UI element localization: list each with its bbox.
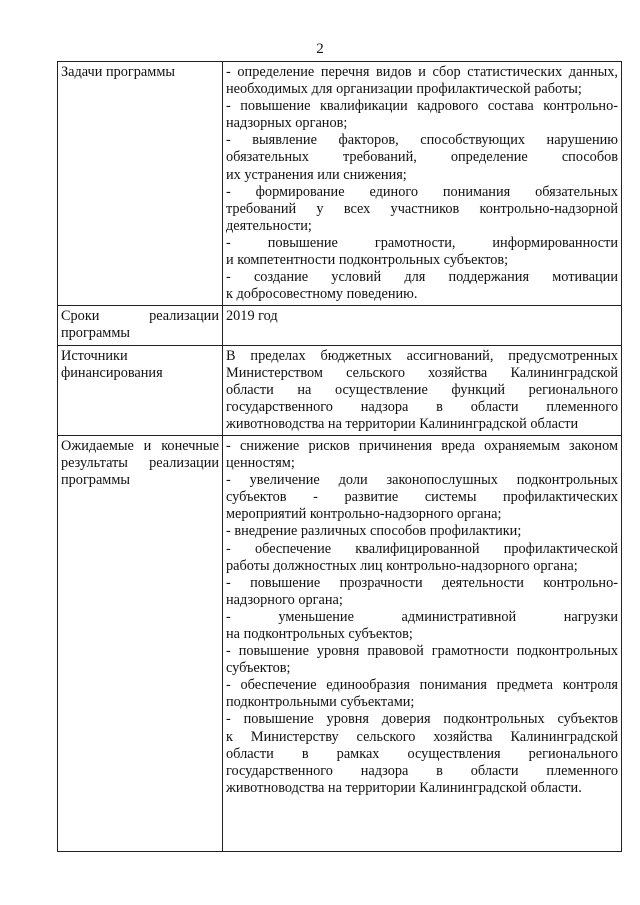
row-expected-results: [58, 435, 622, 851]
content-line: - повышение уровня правовой грамотности подконтрольных: [226, 643, 618, 660]
content-paragraph: [226, 438, 618, 472]
content-line: субъектов;: [226, 660, 291, 677]
content-paragraph: [226, 64, 618, 98]
table-body: [58, 62, 622, 852]
content-line: их устранения или снижения;: [226, 166, 407, 183]
content-line: Министерством сельского хозяйства Калининградской: [226, 364, 618, 381]
content-line: - выявление факторов, способствующих нарушению: [226, 132, 618, 149]
content-paragraph: [226, 523, 618, 540]
cell-spacer: [226, 797, 618, 849]
label-cell: [58, 345, 223, 435]
content-line: В пределах бюджетных ассигнований, предусмотренных: [226, 347, 618, 364]
content-line: - повышение грамотности, информированности: [226, 234, 618, 251]
content-paragraph: [226, 609, 618, 643]
content-line: и компетентности подконтрольных субъектов;: [226, 252, 509, 269]
label-line: Сроки реализации: [61, 308, 219, 325]
content-line: надзорных органов;: [226, 115, 348, 132]
content-line: - повышение уровня доверия подконтрольных субъектов: [226, 711, 618, 728]
label-cell: [58, 62, 223, 306]
content-cell: [223, 306, 622, 345]
page-number: 2: [316, 41, 324, 57]
content-line: - повышение квалификации кадрового состава контрольно-: [226, 98, 618, 115]
label-line: финансирования: [61, 364, 163, 381]
content-cell: [223, 62, 622, 306]
content-cell: [223, 345, 622, 435]
label-line: Задачи программы: [61, 64, 175, 80]
label-line: программы: [61, 325, 131, 342]
content-cell: [223, 435, 622, 851]
content-paragraph: [226, 711, 618, 796]
content-line: - внедрение различных способов профилактики;: [226, 523, 522, 540]
content-line: деятельности;: [226, 217, 312, 234]
row-implementation-period: [58, 306, 622, 345]
content-line: животноводства на территории Калининградской области.: [226, 779, 582, 796]
content-line: - обеспечение единообразия понимания предмета контроля: [226, 677, 618, 694]
content-line: - снижение рисков причинения вреда охраняемым законом: [226, 437, 618, 454]
content-line: животноводства на территории Калининградской области: [226, 415, 579, 432]
content-paragraph: [226, 184, 618, 235]
label-line: Ожидаемые и конечные: [61, 437, 219, 454]
content-line: мероприятий контрольно-надзорного органа;: [226, 506, 502, 523]
row-program-tasks: [58, 62, 622, 306]
program-passport-table: [57, 61, 622, 852]
content-line: государственного надзора в области племенного: [226, 762, 618, 779]
content-line: - определение перечня видов и сбор статистических данных,: [226, 64, 618, 80]
content-line: надзорного органа;: [226, 591, 343, 608]
content-line: - создание условий для поддержания мотивации: [226, 269, 618, 286]
content-paragraph: [226, 235, 618, 269]
content-line: - обеспечение квалифицированной профилактической: [226, 540, 618, 557]
content-line: 2019 год: [226, 308, 278, 325]
label-line: результаты реализации: [61, 455, 219, 472]
content-line: области на осуществление функций регионального: [226, 381, 618, 398]
content-line: субъектов - развитие системы профилактических: [226, 489, 618, 506]
label-line: Источники: [61, 347, 128, 364]
content-line: обязательных требований, определение способов: [226, 149, 618, 166]
content-line: области в рамках осуществления регионального: [226, 745, 618, 762]
content-paragraph: [226, 269, 618, 303]
content-line: - формирование единого понимания обязательных: [226, 183, 618, 200]
content-paragraph: [226, 308, 618, 325]
label-cell: [58, 306, 223, 345]
label-cell: [58, 435, 223, 851]
row-funding-sources: [58, 345, 622, 435]
content-line: ценностям;: [226, 455, 295, 472]
content-paragraph: [226, 643, 618, 677]
content-paragraph: [226, 132, 618, 183]
content-line: на подконтрольных субъектов;: [226, 626, 413, 642]
content-line: к Министерству сельского хозяйства Калининградской: [226, 728, 618, 745]
content-line: работы должностных лиц контрольно-надзорного органа;: [226, 557, 578, 574]
content-paragraph: [226, 677, 618, 711]
content-line: государственного надзора в области племенного: [226, 398, 618, 415]
content-line: - повышение прозрачности деятельности контрольно-: [226, 574, 618, 591]
content-paragraph: [226, 98, 618, 132]
content-line: - увеличение доли законопослушных подконтрольных: [226, 472, 618, 489]
content-paragraph: [226, 348, 618, 433]
label-line: программы: [61, 472, 131, 489]
content-line: - уменьшение административной нагрузки: [226, 608, 618, 625]
content-line: требований у всех участников контрольно-надзорной: [226, 200, 618, 217]
content-line: необходимых для организации профилактической работы;: [226, 81, 582, 98]
content-paragraph: [226, 541, 618, 575]
content-paragraph: [226, 472, 618, 523]
content-line: к добросовестному поведению.: [226, 286, 418, 303]
content-paragraph: [226, 575, 618, 609]
content-line: подконтрольными субъектами;: [226, 694, 415, 711]
